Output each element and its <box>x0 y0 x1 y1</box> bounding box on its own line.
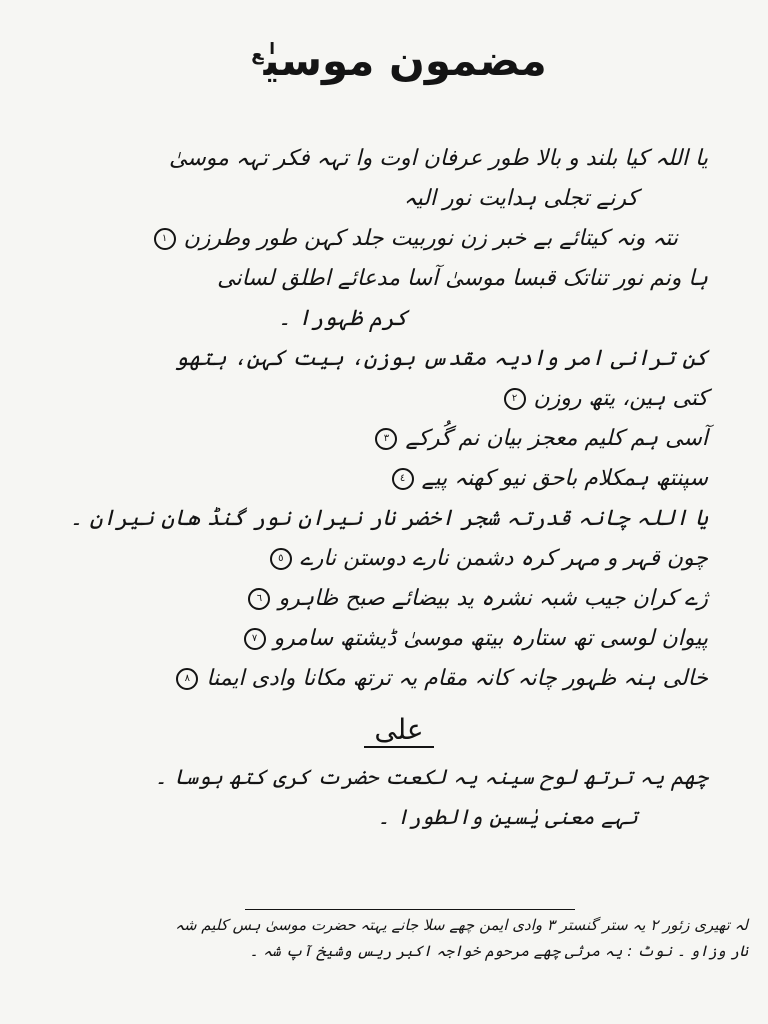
poem-line-9 <box>90 459 708 499</box>
poem-body <box>69 139 708 699</box>
line-text: چھم یہ ترتھ لوح سینہ یہ لکعت حضرت کری کتھ ہوسا ۔ <box>154 765 708 789</box>
line-text: سپنتھ ہمکلام باحق نیو کھنہ پیے <box>421 466 708 491</box>
footnotes <box>80 912 748 964</box>
line-text: نتہ ونہ کیتائے بے خبر زن نوربیت جلد کہن طور وطرزن <box>183 226 678 251</box>
verse-line-1 <box>90 757 708 797</box>
poem-line-14 <box>90 659 708 699</box>
verse-number-marker: ٥ <box>270 548 292 570</box>
page-title <box>90 36 708 85</box>
verse-number-marker: ٢ <box>504 388 526 410</box>
footnote-line-1: لہ تھیری زئور ۲ یہ ستر گنستر ۳ وادی ایمن چھے سلا جانے یہتہ حضرت موسیٰ ہس کلیم شہ <box>175 916 748 934</box>
verse-number-marker: ١ <box>154 228 176 250</box>
line-text: کتی ہین، یتھ روزن <box>533 386 708 411</box>
line-text: پیوان لوسی تھ ستارہ بیتھ موسیٰ ڈیشتھ سامرو <box>273 626 708 651</box>
footnote-divider <box>245 909 575 910</box>
poem-line-3 <box>90 219 708 259</box>
line-text: ژے کران جیب شبہ نشرہ ید بیضائے صبح ظاہرو <box>278 586 708 611</box>
line-text: کن ترانی امر وادیہ مقدس بوزن، ہیت کہن، ہتھو <box>175 346 708 371</box>
poem-line-7 <box>90 379 708 419</box>
poem-line-11 <box>90 539 708 579</box>
poem-line-1 <box>90 139 708 179</box>
verse-number-marker: ٣ <box>375 428 397 450</box>
verse-number-marker: ٦ <box>248 588 270 610</box>
poem-line-8 <box>90 419 708 459</box>
footnote-line-2: نار وزاو ۔ نوٹ : یہ مرثی چھے مرحوم خواجہ اکبر ریس وشیخ آپ شہ ۔ <box>249 942 748 960</box>
line-text: خالی ہنہ ظہور چانہ کانہ مقام یہ ترتھ مکانا وادی ایمنا <box>206 666 708 691</box>
line-text: یا اللہ کیا بلند و بالا طور عرفان اوت وا تہہ فکر تہہ موسیٰ <box>169 146 708 171</box>
line-text: چون قہر و مہر کرہ دشمن نارے دوستن نارے <box>299 546 708 571</box>
line-text: ہا ونم نور تناتک قبسا موسیٰ آسا مدعائے اطلق لسانی <box>217 266 708 291</box>
verse-line-2 <box>90 797 708 837</box>
line-text: تہے معنی یٰسین والطورا ۔ <box>377 805 638 829</box>
poem-line-13 <box>90 619 708 659</box>
poem-line-6 <box>90 339 708 379</box>
title-superscript: ع <box>251 44 264 65</box>
verse-number-marker: ٨ <box>176 668 198 690</box>
poem-line-12 <box>90 579 708 619</box>
poem-line-4 <box>90 259 708 299</box>
line-text: یا اللہ چانہ قدرتہ شجر اخضر نار نیران نور گنڈ ھان نیران ۔ <box>69 506 708 531</box>
line-text: کرم ظہورا ۔ <box>277 306 408 331</box>
divider-text: علی <box>364 713 433 748</box>
section-divider <box>90 713 708 757</box>
poem-line-10 <box>69 499 708 539</box>
line-text: آسی ہم کلیم معجز بیان نم گُرکے <box>405 426 708 451</box>
line-text: کرنے تجلی ہدایت نور الیہ <box>403 186 638 211</box>
verse-number-marker: ٤ <box>392 468 414 490</box>
title-text: مضمون موسیٰ <box>263 36 547 85</box>
closing-verse <box>90 757 708 837</box>
verse-number-marker: ٧ <box>244 628 266 650</box>
poem-line-2 <box>90 179 708 219</box>
poem-line-5 <box>90 299 708 339</box>
